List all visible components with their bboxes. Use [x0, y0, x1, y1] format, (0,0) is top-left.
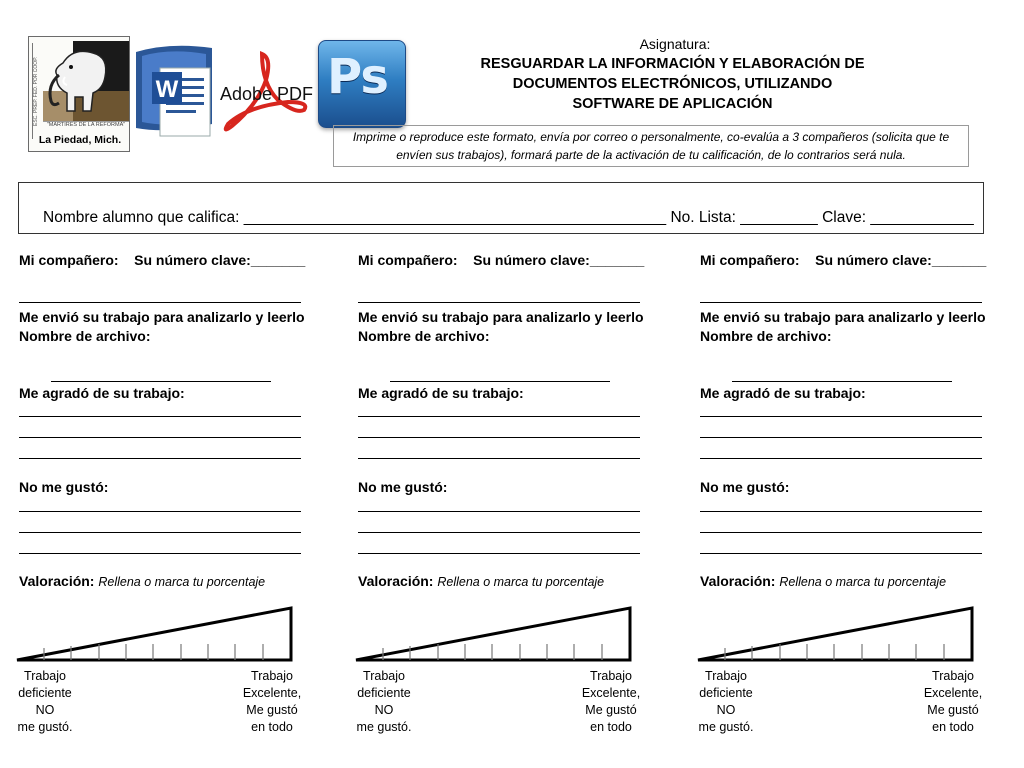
instructions-box: Imprime o reproduce este formato, envía por correo o personalmente, co-evalúa a 3 compañeros (solicita que te envíen sus trabajos), formará parte de la activación de tu calificación, de lo contrarios será nula.: [333, 125, 969, 167]
photoshop-logo: [318, 40, 406, 128]
liked-line[interactable]: [19, 416, 301, 417]
word-letter: W: [155, 76, 179, 103]
word-document-icon: [130, 42, 220, 142]
liked-line[interactable]: [19, 458, 301, 459]
adobe-pdf-logo: [218, 50, 318, 140]
disliked-label: No me gustó:: [19, 479, 109, 495]
scale-low-label: Trabajo deficiente NO me gustó.: [17, 669, 73, 734]
valuation-row: [358, 573, 604, 589]
disliked-label: No me gustó:: [700, 479, 790, 495]
valuation-note: Rellena o marca tu porcentaje: [779, 575, 947, 589]
disliked-line[interactable]: [358, 553, 640, 554]
valuation-note: Rellena o marca tu porcentaje: [437, 575, 605, 589]
pdf-icon: [218, 50, 318, 140]
key-number-field[interactable]: Su número clave:_______: [815, 252, 987, 268]
valuation-label: Valoración:: [19, 573, 95, 589]
file-name-line[interactable]: [51, 381, 271, 382]
file-name-line[interactable]: [390, 381, 610, 382]
liked-line[interactable]: [358, 416, 640, 417]
file-name-label: Nombre de archivo:: [700, 328, 832, 344]
disliked-line[interactable]: [19, 511, 301, 512]
liked-line[interactable]: [358, 458, 640, 459]
liked-line[interactable]: [358, 437, 640, 438]
elephant-icon: [43, 41, 129, 121]
rating-scale-wedge[interactable]: [354, 600, 638, 662]
companion-label: Mi compañero:: [700, 252, 800, 268]
disliked-label: No me gustó:: [358, 479, 448, 495]
file-name-label: Nombre de archivo:: [358, 328, 490, 344]
valuation-label: Valoración:: [358, 573, 434, 589]
disliked-line[interactable]: [700, 553, 982, 554]
key-number-field[interactable]: Su número clave:_______: [473, 252, 645, 268]
scale-high-label: Trabajo Excelente, Me gustó en todo: [242, 669, 302, 734]
disliked-line[interactable]: [700, 511, 982, 512]
pdf-text: Adobe PDF: [220, 84, 314, 104]
companion-label: Mi compañero:: [358, 252, 458, 268]
valuation-row: [19, 573, 265, 589]
disliked-line[interactable]: [19, 553, 301, 554]
key-number-field[interactable]: Su número clave:_______: [134, 252, 306, 268]
companion-name-line[interactable]: [19, 302, 301, 303]
disliked-line[interactable]: [358, 511, 640, 512]
companion-label: Mi compañero:: [19, 252, 119, 268]
ps-text: Ps: [327, 49, 388, 105]
title-line: RESGUARDAR LA INFORMACIÓN Y ELABORACIÓN DE: [480, 56, 865, 72]
liked-label: Me agradó de su trabajo:: [358, 385, 524, 401]
sent-label: Me envió su trabajo para analizarlo y leerlo: [19, 309, 305, 325]
sent-label: Me envió su trabajo para analizarlo y leerlo: [358, 309, 644, 325]
scale-low-label: Trabajo deficiente NO me gustó.: [356, 669, 412, 734]
companion-name-line[interactable]: [358, 302, 640, 303]
title-line: DOCUMENTOS ELECTRÓNICOS, UTILIZANDO: [512, 76, 833, 92]
liked-line[interactable]: [700, 416, 982, 417]
liked-line[interactable]: [19, 437, 301, 438]
companion-row: [700, 252, 986, 268]
rating-scale-wedge[interactable]: [15, 600, 299, 662]
valuation-row: [700, 573, 946, 589]
school-seal-logo: [28, 36, 130, 152]
liked-line[interactable]: [700, 458, 982, 459]
sent-label: Me envió su trabajo para analizarlo y leerlo: [700, 309, 986, 325]
companion-name-line[interactable]: [700, 302, 982, 303]
evaluator-fields[interactable]: Nombre alumno que califica: _________________________________________________ No. Lista: _________ Clave: ____________: [43, 209, 974, 226]
seal-side-text: ESC. PREP. FED. POR COOP.: [32, 43, 43, 139]
scale-high-label: Trabajo Excelente, Me gustó en todo: [581, 669, 641, 734]
disliked-line[interactable]: [700, 532, 982, 533]
word-logo: [130, 42, 220, 142]
rating-scale-wedge[interactable]: [696, 600, 980, 662]
file-name-line[interactable]: [732, 381, 952, 382]
liked-label: Me agradó de su trabajo:: [700, 385, 866, 401]
valuation-note: Rellena o marca tu porcentaje: [98, 575, 266, 589]
liked-line[interactable]: [700, 437, 982, 438]
seal-caption: "MARTIRES DE LA REFORMA": [43, 121, 129, 128]
document-title: [420, 54, 925, 114]
disliked-line[interactable]: [358, 532, 640, 533]
disliked-line[interactable]: [19, 532, 301, 533]
liked-label: Me agradó de su trabajo:: [19, 385, 185, 401]
valuation-label: Valoración:: [700, 573, 776, 589]
companion-row: [358, 252, 644, 268]
subject-label: Asignatura:: [639, 36, 711, 52]
companion-row: [19, 252, 305, 268]
scale-low-label: Trabajo deficiente NO me gustó.: [698, 669, 754, 734]
evaluator-box: [18, 182, 984, 234]
file-name-label: Nombre de archivo:: [19, 328, 151, 344]
title-line: SOFTWARE DE APLICACIÓN: [572, 96, 773, 112]
scale-high-label: Trabajo Excelente, Me gustó en todo: [923, 669, 983, 734]
seal-city: La Piedad, Mich.: [38, 134, 122, 146]
